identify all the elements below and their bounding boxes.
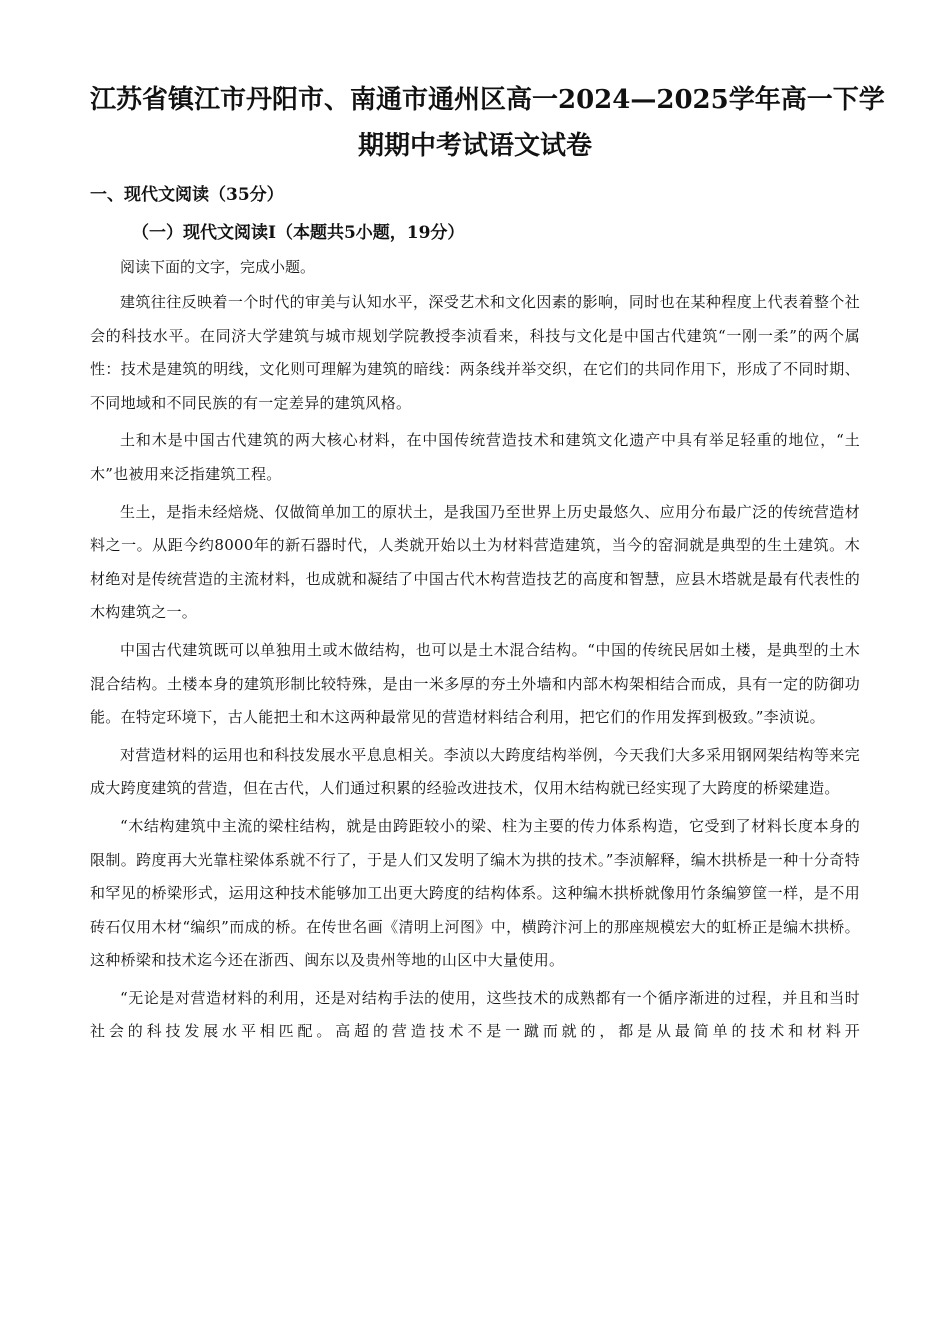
passage-paragraph-4: 中国古代建筑既可以单独用土或木做结构，也可以是土木混合结构。“中国的传统民居如土楼，是典型的土木混合结构。土楼本身的建筑形制比较特殊，是由一米多厚的夯土外墙和内部木构架相结合而成，具有一定的防御功能。在特定环境下，古人能把土和木这两种最常见的营造材料结合利用，把它们的作用发挥到极致。”李浈说。: [90, 640, 860, 727]
reading-passage: [90, 286, 860, 1053]
passage-paragraph-6: “木结构建筑中主流的梁柱结构，就是由跨距较小的梁、柱为主要的传力体系构造，它受到了材料长度本身的限制。跨度再大光靠柱梁体系就不行了，于是人们又发明了编木为拱的技术。”李浈解释，编木拱桥是一种十分奇特和罕见的桥梁形式，运用这种技术能够加工出更大跨度的结构体系。这种编木拱桥就像用竹条编箩筐一样，是不用砖石仅用木材“编织”而成的桥。在传世名画《清明上河图》中，横跨汴河上的那座规模宏大的虹桥正是编木拱桥。这种桥梁和技术迄今还在浙西、闽东以及贵州等地的山区中大量使用。: [90, 816, 860, 970]
sub-heading: （一）现代文阅读Ⅰ（本题共5小题，19分）: [132, 223, 465, 243]
passage-paragraph-2: 土和木是中国古代建筑的两大核心材料，在中国传统营造技术和建筑文化遗产中具有举足轻重的地位，“土木”也被用来泛指建筑工程。: [90, 431, 860, 483]
passage-paragraph-3: 生土，是指未经焙烧、仅做简单加工的原状土，是我国乃至世界上历史最悠久、应用分布最广泛的传统营造材料之一。从距今约8000年的新石器时代，人类就开始以土为材料营造建筑，当今的窑洞就是典型的生土建筑。木材绝对是传统营造的主流材料，也成就和凝结了中国古代木构营造技艺的高度和智慧，应县木塔就是最有代表性的木构建筑之一。: [90, 502, 860, 622]
document-title-line1: 江苏省镇江市丹阳市、南通市通州区高一2024—2025学年高一下学: [90, 85, 885, 115]
passage-paragraph-5: 对营造材料的运用也和科技发展水平息息相关。李浈以大跨度结构举例，今天我们大多采用钢网架结构等来完成大跨度建筑的营造，但在古代，人们通过积累的经验改进技术，仅用木结构就已经实现了大跨度的桥梁建造。: [90, 745, 860, 798]
section-heading: 一、现代文阅读（35分）: [90, 185, 284, 205]
document-title-line2: 期期中考试语文试卷: [357, 131, 592, 161]
passage-paragraph-7: “无论是对营造材料的利用，还是对结构手法的使用，这些技术的成熟都有一个循序渐进的过程，并且和当时社会的科技发展水平相匹配。高超的营造技术不是一蹴而就的，都是从最简单的技术和材料开: [90, 988, 860, 1041]
reading-instruction: 阅读下面的文字，完成小题。: [120, 258, 316, 276]
passage-paragraph-1: 建筑往往反映着一个时代的审美与认知水平，深受艺术和文化因素的影响，同时也在某种程度上代表着整个社会的科技水平。在同济大学建筑与城市规划学院教授李浈看来，科技与文化是中国古代建筑“一刚一柔”的两个属性：技术是建筑的明线，文化则可理解为建筑的暗线：两条线并举交织，在它们的共同作用下，形成了不同时期、不同地域和不同民族的有一定差异的建筑风格。: [90, 293, 860, 412]
